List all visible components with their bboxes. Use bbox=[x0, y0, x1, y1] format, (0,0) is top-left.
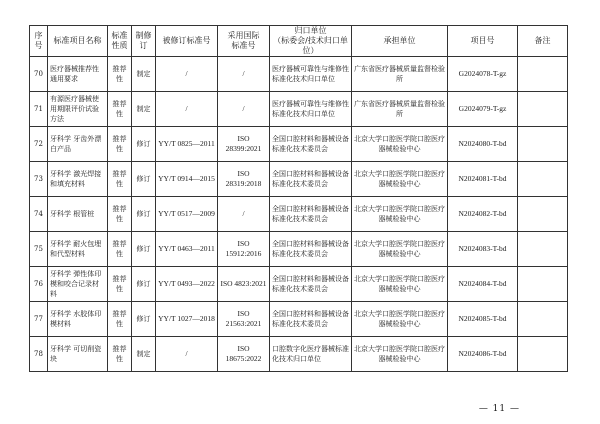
cell-undertaker: 北京大学口腔医学院口腔医疗器械检验中心 bbox=[352, 302, 448, 337]
cell-no: 78 bbox=[30, 337, 48, 372]
cell-revision: 修订 bbox=[132, 127, 156, 162]
cell-international-standard: ISO 21563:2021 bbox=[218, 302, 270, 337]
cell-attribution-unit: 医疗器械可靠性与维修性标准化技术归口单位 bbox=[270, 92, 352, 127]
cell-undertaker: 北京大学口腔医学院口腔医疗器械检验中心 bbox=[352, 337, 448, 372]
cell-remark bbox=[518, 197, 568, 232]
header-international-standard: 采用国际 标准号 bbox=[218, 26, 270, 57]
cell-revision: 制定 bbox=[132, 337, 156, 372]
cell-attribution-unit: 全国口腔材料和器械设备标准化技术委员会 bbox=[270, 302, 352, 337]
cell-project-no: N2024082-T-bd bbox=[448, 197, 518, 232]
cell-attribution-unit: 口腔数字化医疗器械标准化技术归口单位 bbox=[270, 337, 352, 372]
header-revised-standard: 被修订标准号 bbox=[156, 26, 218, 57]
cell-nature: 推荐性 bbox=[108, 162, 132, 197]
cell-international-standard: / bbox=[218, 197, 270, 232]
cell-undertaker: 广东省医疗器械质量监督检验所 bbox=[352, 92, 448, 127]
cell-nature: 推荐性 bbox=[108, 232, 132, 267]
cell-name: 牙科学 激光焊接和填充材料 bbox=[48, 162, 108, 197]
table-row bbox=[30, 57, 568, 92]
cell-international-standard: ISO 18675:2022 bbox=[218, 337, 270, 372]
cell-no: 76 bbox=[30, 267, 48, 302]
standards-table bbox=[29, 25, 568, 372]
cell-revised-standard: YY/T 0463—2011 bbox=[156, 232, 218, 267]
cell-undertaker: 北京大学口腔医学院口腔医疗器械检验中心 bbox=[352, 127, 448, 162]
cell-nature: 推荐性 bbox=[108, 127, 132, 162]
cell-revised-standard: YY/T 0825—2011 bbox=[156, 127, 218, 162]
cell-name: 牙科学 弹性体印模和咬合记录材料 bbox=[48, 267, 108, 302]
cell-revision: 修订 bbox=[132, 232, 156, 267]
cell-international-standard: ISO 4823:2021 bbox=[218, 267, 270, 302]
cell-revised-standard: / bbox=[156, 337, 218, 372]
cell-remark bbox=[518, 232, 568, 267]
cell-remark bbox=[518, 92, 568, 127]
cell-project-no: N2024083-T-bd bbox=[448, 232, 518, 267]
cell-name: 牙科学 牙齿外漂白产品 bbox=[48, 127, 108, 162]
cell-project-no: N2024081-T-bd bbox=[448, 162, 518, 197]
cell-international-standard: ISO 28399:2021 bbox=[218, 127, 270, 162]
cell-international-standard: ISO 15912:2016 bbox=[218, 232, 270, 267]
cell-international-standard: ISO 28319:2018 bbox=[218, 162, 270, 197]
cell-no: 70 bbox=[30, 57, 48, 92]
cell-project-no: N2024084-T-bd bbox=[448, 267, 518, 302]
cell-attribution-unit: 全国口腔材料和器械设备标准化技术委员会 bbox=[270, 267, 352, 302]
cell-undertaker: 广东省医疗器械质量监督检验所 bbox=[352, 57, 448, 92]
cell-revised-standard: / bbox=[156, 92, 218, 127]
cell-name: 医疗器械推荐性通用要求 bbox=[48, 57, 108, 92]
cell-undertaker: 北京大学口腔医学院口腔医疗器械检验中心 bbox=[352, 232, 448, 267]
header-attribution-unit: 归口单位 （标委会/技术归口单位） bbox=[270, 26, 352, 57]
cell-revision: 制定 bbox=[132, 92, 156, 127]
cell-project-no: N2024080-T-bd bbox=[448, 127, 518, 162]
cell-project-no: G2024079-T-gz bbox=[448, 92, 518, 127]
cell-project-no: N2024086-T-bd bbox=[448, 337, 518, 372]
cell-nature: 推荐性 bbox=[108, 197, 132, 232]
table-row bbox=[30, 302, 568, 337]
cell-remark bbox=[518, 267, 568, 302]
table-row bbox=[30, 92, 568, 127]
cell-nature: 推荐性 bbox=[108, 57, 132, 92]
cell-no: 73 bbox=[30, 162, 48, 197]
cell-revision: 修订 bbox=[132, 162, 156, 197]
cell-revision: 修订 bbox=[132, 197, 156, 232]
cell-remark bbox=[518, 337, 568, 372]
cell-no: 77 bbox=[30, 302, 48, 337]
table-row bbox=[30, 162, 568, 197]
header-name: 标准项目名称 bbox=[48, 26, 108, 57]
cell-attribution-unit: 全国口腔材料和器械设备标准化技术委员会 bbox=[270, 232, 352, 267]
cell-remark bbox=[518, 162, 568, 197]
header-remark: 备注 bbox=[518, 26, 568, 57]
cell-remark bbox=[518, 302, 568, 337]
table-row bbox=[30, 127, 568, 162]
cell-revised-standard: / bbox=[156, 57, 218, 92]
cell-name: 有源医疗器械使用期限评价试验方法 bbox=[48, 92, 108, 127]
table-row bbox=[30, 267, 568, 302]
cell-revision: 修订 bbox=[132, 267, 156, 302]
cell-name: 牙科学 水胶体印模材料 bbox=[48, 302, 108, 337]
cell-international-standard: / bbox=[218, 92, 270, 127]
cell-attribution-unit: 全国口腔材料和器械设备标准化技术委员会 bbox=[270, 127, 352, 162]
cell-nature: 推荐性 bbox=[108, 302, 132, 337]
header-project-no: 项目号 bbox=[448, 26, 518, 57]
cell-attribution-unit: 医疗器械可靠性与维修性标准化技术归口单位 bbox=[270, 57, 352, 92]
cell-attribution-unit: 全国口腔材料和器械设备标准化技术委员会 bbox=[270, 162, 352, 197]
header-revision: 制修 订 bbox=[132, 26, 156, 57]
cell-undertaker: 北京大学口腔医学院口腔医疗器械检验中心 bbox=[352, 162, 448, 197]
cell-revised-standard: YY/T 0517—2009 bbox=[156, 197, 218, 232]
cell-nature: 推荐性 bbox=[108, 92, 132, 127]
cell-no: 72 bbox=[30, 127, 48, 162]
cell-project-no: N2024085-T-bd bbox=[448, 302, 518, 337]
cell-name: 牙科学 可切削瓷块 bbox=[48, 337, 108, 372]
page-number: — 11 — bbox=[478, 404, 520, 414]
cell-revision: 制定 bbox=[132, 57, 156, 92]
cell-no: 74 bbox=[30, 197, 48, 232]
cell-no: 75 bbox=[30, 232, 48, 267]
cell-remark bbox=[518, 57, 568, 92]
cell-revised-standard: YY/T 0493—2022 bbox=[156, 267, 218, 302]
table-row bbox=[30, 232, 568, 267]
cell-revised-standard: YY/T 0914—2015 bbox=[156, 162, 218, 197]
cell-remark bbox=[518, 127, 568, 162]
cell-attribution-unit: 全国口腔材料和器械设备标准化技术委员会 bbox=[270, 197, 352, 232]
header-row bbox=[30, 26, 568, 57]
table-row bbox=[30, 337, 568, 372]
cell-international-standard: / bbox=[218, 57, 270, 92]
cell-project-no: G2024078-T-gz bbox=[448, 57, 518, 92]
cell-undertaker: 北京大学口腔医学院口腔医疗器械检验中心 bbox=[352, 197, 448, 232]
cell-name: 牙科学 耐火包埋和代型材料 bbox=[48, 232, 108, 267]
header-no: 序 号 bbox=[30, 26, 48, 57]
cell-revision: 修订 bbox=[132, 302, 156, 337]
header-nature: 标准 性质 bbox=[108, 26, 132, 57]
table-row bbox=[30, 197, 568, 232]
cell-nature: 推荐性 bbox=[108, 267, 132, 302]
cell-revised-standard: YY/T 1027—2018 bbox=[156, 302, 218, 337]
cell-undertaker: 北京大学口腔医学院口腔医疗器械检验中心 bbox=[352, 267, 448, 302]
cell-no: 71 bbox=[30, 92, 48, 127]
header-undertaker: 承担单位 bbox=[352, 26, 448, 57]
cell-name: 牙科学 根管桩 bbox=[48, 197, 108, 232]
cell-nature: 推荐性 bbox=[108, 337, 132, 372]
